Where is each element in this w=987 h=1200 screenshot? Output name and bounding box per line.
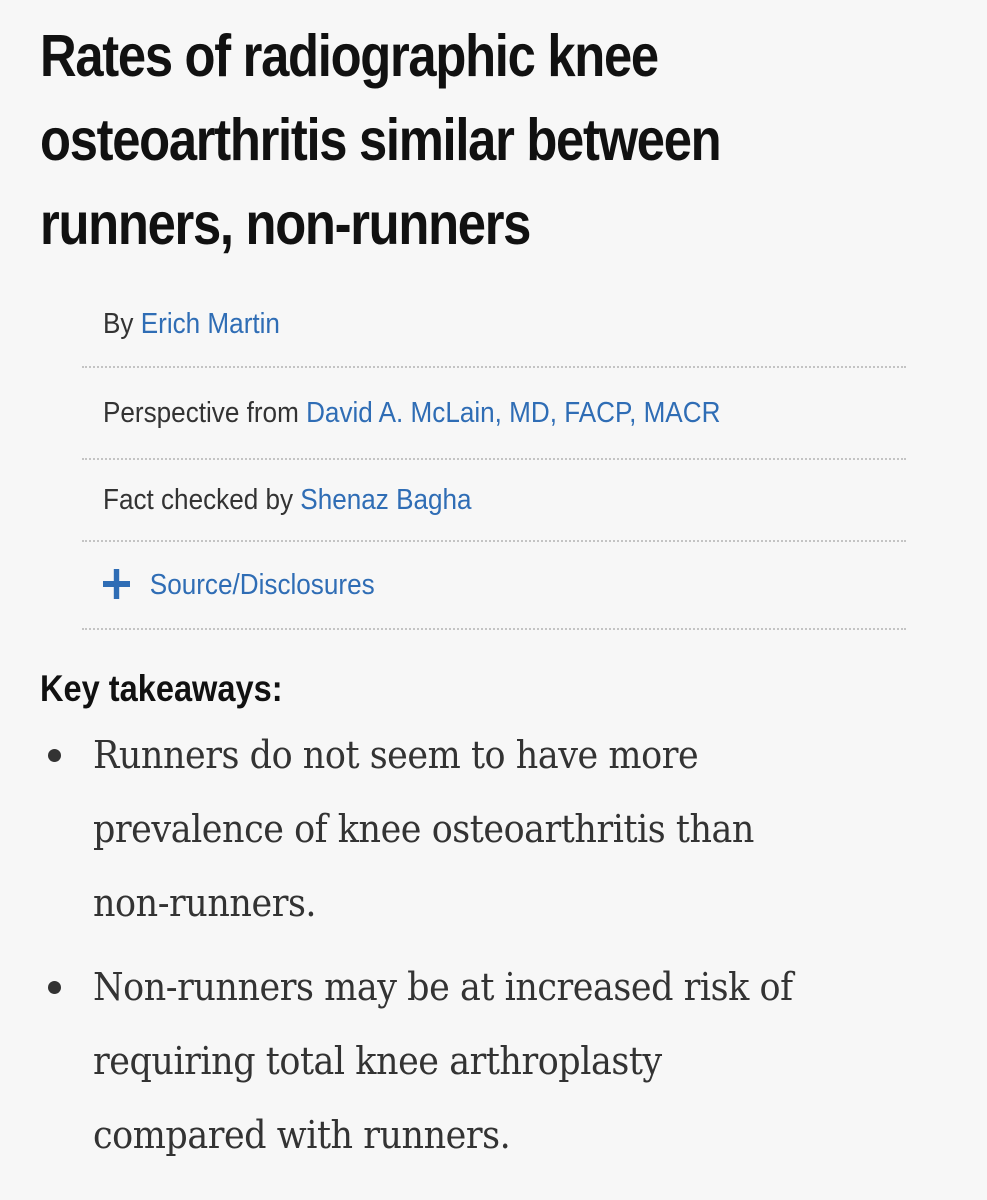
perspective-row — [82, 368, 906, 460]
source-disclosures-link[interactable]: Source/Disclosures — [149, 568, 375, 601]
takeaway-1-line-3: non-runners. — [93, 881, 317, 925]
list-item — [40, 950, 960, 1172]
factcheck-link[interactable]: Shenaz Bagha — [300, 483, 472, 516]
list-item — [40, 718, 960, 940]
takeaway-2-line-3: compared with runners. — [93, 1113, 511, 1157]
author-row — [82, 282, 906, 368]
perspective-link[interactable]: David A. McLain, MD, FACP, MACR — [306, 396, 721, 429]
bullet-icon — [48, 749, 61, 762]
byline-block — [82, 282, 906, 630]
author-prefix: By — [103, 307, 134, 340]
headline-line-3: runners, non-runners — [40, 191, 531, 257]
key-takeaways-heading: Key takeaways: — [40, 668, 283, 709]
headline-line-1: Rates of radiographic knee — [40, 23, 658, 89]
article-headline — [40, 14, 814, 266]
takeaway-2-line-1: Non-runners may be at increased risk of — [93, 965, 793, 1009]
perspective-prefix: Perspective from — [103, 396, 299, 429]
takeaway-1-line-1: Runners do not seem to have more — [93, 733, 699, 777]
plus-icon[interactable] — [103, 569, 130, 599]
bullet-icon — [48, 981, 61, 994]
source-disclosures-toggle[interactable] — [82, 542, 906, 630]
author-link[interactable]: Erich Martin — [140, 307, 280, 340]
takeaway-2-line-2: requiring total knee arthroplasty — [93, 1039, 662, 1083]
takeaway-1-line-2: prevalence of knee osteoarthritis than — [93, 807, 754, 851]
headline-line-2: osteoarthritis similar between — [40, 107, 721, 173]
factcheck-row — [82, 460, 906, 542]
key-takeaways-list — [40, 718, 960, 1182]
factcheck-prefix: Fact checked by — [103, 483, 294, 516]
